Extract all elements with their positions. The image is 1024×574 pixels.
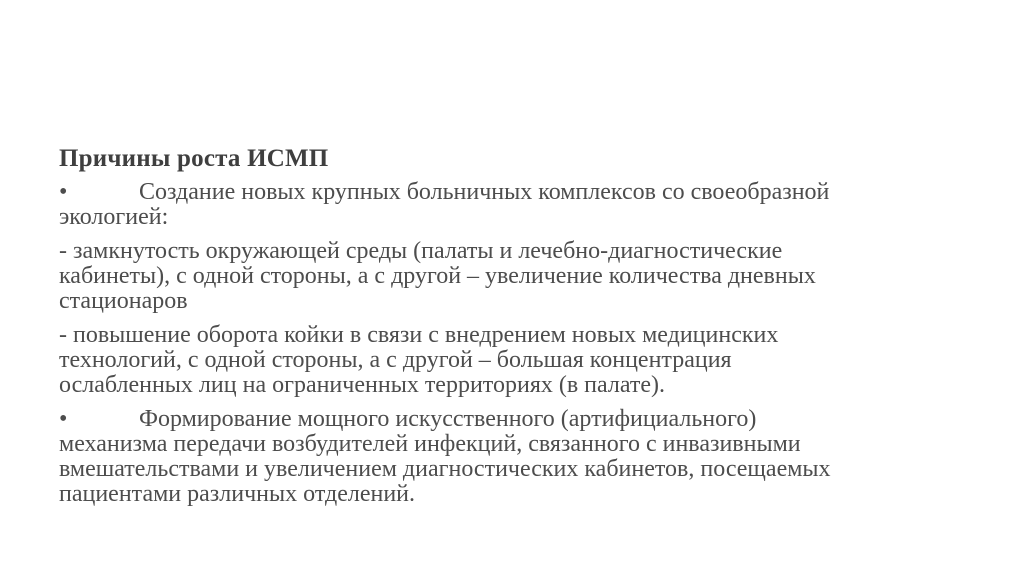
text-line-content: Создание новых крупных больничных комплексов со своеобразной — [139, 179, 830, 205]
text-line: механизма передачи возбудителей инфекций, связанного с инвазивными — [59, 431, 801, 457]
text-line-content: Формирование мощного искусственного (артифициального) — [139, 406, 757, 432]
text-line: ослабленных лиц на ограниченных территориях (в палате). — [59, 372, 666, 398]
bullet-icon: • — [59, 406, 68, 432]
text-line: вмешательствами и увеличением диагностических кабинетов, посещаемых — [59, 456, 831, 482]
paragraph-bullet-2 — [59, 407, 969, 507]
slide-title: Причины роста ИСМП — [59, 145, 329, 172]
text-line: - замкнутость окружающей среды (палаты и лечебно-диагностические — [59, 238, 783, 264]
text-line: - повышение оборота койки в связи с внедрением новых медицинских — [59, 322, 779, 348]
paragraph-dash-1 — [59, 239, 969, 314]
text-line: экологией: — [59, 204, 169, 230]
text-line — [59, 407, 969, 432]
paragraph-bullet-1 — [59, 180, 969, 230]
text-line: пациентами различных отделений. — [59, 481, 416, 507]
slide-text-block — [59, 144, 969, 507]
text-line — [59, 180, 969, 205]
text-line: кабинеты), с одной стороны, а с другой – увеличение количества дневных — [59, 263, 816, 289]
bullet-icon: • — [59, 179, 68, 205]
text-line: стационаров — [59, 288, 188, 314]
text-line: технологий, с одной стороны, а с другой – большая концентрация — [59, 347, 732, 373]
paragraph-dash-2 — [59, 323, 969, 398]
